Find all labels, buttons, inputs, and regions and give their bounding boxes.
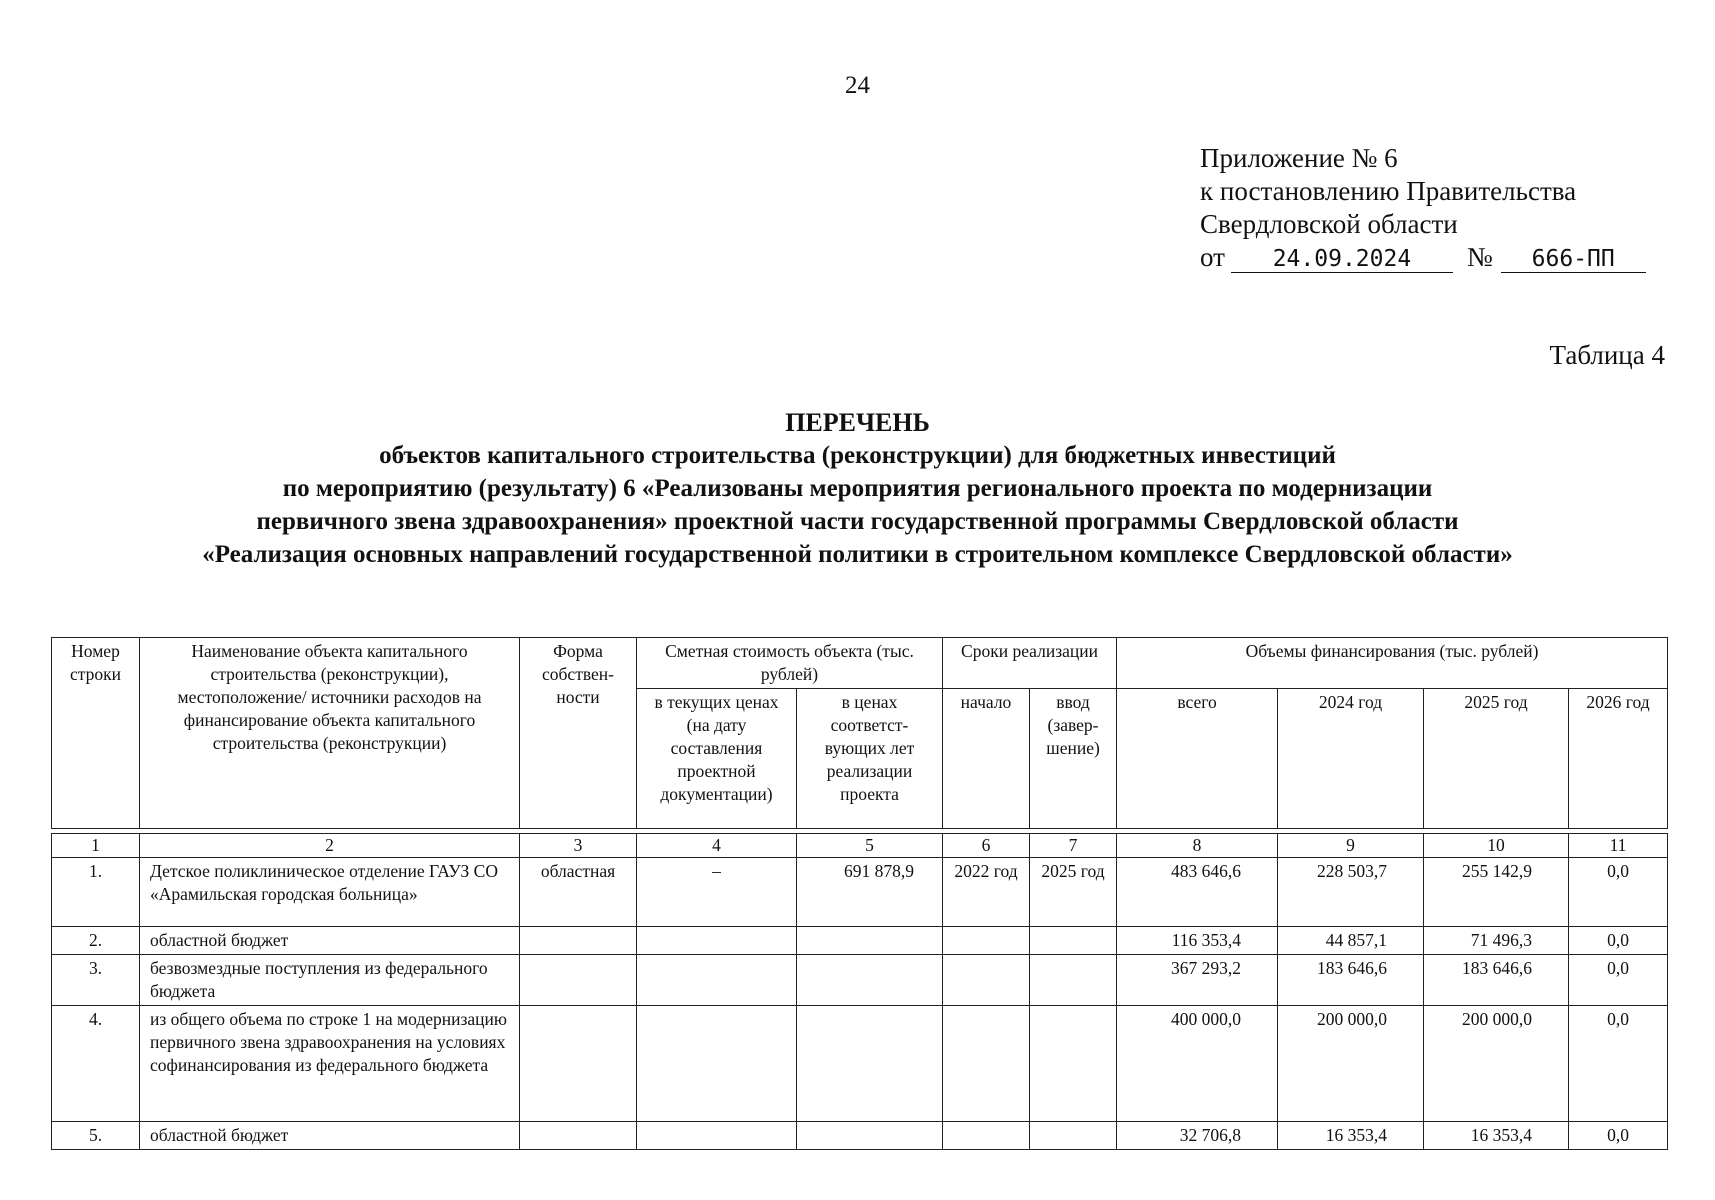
y2026-cell: 0,0 — [1569, 955, 1668, 1006]
row-number: 5. — [52, 1122, 140, 1150]
column-number: 3 — [520, 834, 637, 858]
ownership-cell — [520, 955, 637, 1006]
total-cell: 116 353,4 — [1117, 927, 1278, 955]
column-number: 5 — [797, 834, 943, 858]
column-number: 1 — [52, 834, 140, 858]
finish-cell — [1030, 1006, 1117, 1122]
column-number: 4 — [637, 834, 797, 858]
start-cell: 2022 год — [943, 858, 1030, 927]
row-number: 1. — [52, 858, 140, 927]
ownership-cell — [520, 1006, 637, 1122]
y2026-cell: 0,0 — [1569, 1122, 1668, 1150]
row-number: 3. — [52, 955, 140, 1006]
cost-years-cell — [797, 927, 943, 955]
column-number: 10 — [1424, 834, 1569, 858]
cost-current-cell: – — [637, 858, 797, 927]
resolution-number: 666-ПП — [1501, 246, 1646, 273]
cost-current-cell — [637, 927, 797, 955]
header-2026: 2026 год — [1569, 689, 1668, 829]
object-name: областной бюджет — [140, 1122, 520, 1150]
y2026-cell: 0,0 — [1569, 858, 1668, 927]
cost-current-cell — [637, 955, 797, 1006]
finish-cell — [1030, 1122, 1117, 1150]
appendix-line-3: Свердловской области — [1200, 209, 1458, 239]
row-number: 4. — [52, 1006, 140, 1122]
objects-table — [51, 637, 1668, 1150]
y2024-cell: 16 353,4 — [1278, 1122, 1424, 1150]
table-row — [52, 1122, 1668, 1150]
heading-title: ПЕРЕЧЕНЬ — [785, 408, 930, 437]
header-row-no: Номер строки — [52, 638, 140, 829]
header-name: Наименование объекта капитального строительства (реконструкции), местоположение/ источники расходов на финансирование объекта капитального строительства (реконструкции) — [140, 638, 520, 829]
table-row — [52, 955, 1668, 1006]
object-name: безвозмездные поступления из федерального бюджета — [140, 955, 520, 1006]
y2024-cell: 44 857,1 — [1278, 927, 1424, 955]
resolution-date: 24.09.2024 — [1231, 246, 1453, 273]
cost-years-cell — [797, 1006, 943, 1122]
header-ownership: Форма собствен-ности — [520, 638, 637, 829]
header-terms-group: Сроки реализации — [943, 638, 1117, 689]
finish-cell: 2025 год — [1030, 858, 1117, 927]
object-name: Детское поликлиническое отделение ГАУЗ СО «Арамильская городская больница» — [140, 858, 520, 927]
total-cell: 32 706,8 — [1117, 1122, 1278, 1150]
start-cell — [943, 927, 1030, 955]
header-funding-group: Объемы финансирования (тыс. рублей) — [1117, 638, 1668, 689]
column-number: 6 — [943, 834, 1030, 858]
start-cell — [943, 1006, 1030, 1122]
from-label: от — [1200, 242, 1225, 272]
page-number: 24 — [845, 72, 870, 99]
heading-line-4: «Реализация основных направлений государственной политики в строительном комплексе Свердловской области» — [202, 541, 1513, 568]
header-total: всего — [1117, 689, 1278, 829]
ownership-cell — [520, 1122, 637, 1150]
row-number: 2. — [52, 927, 140, 955]
header-cost-current: в текущих ценах (на дату составления проектной документации) — [637, 689, 797, 829]
y2024-cell: 200 000,0 — [1278, 1006, 1424, 1122]
heading-line-1: объектов капитального строительства (реконструкции) для бюджетных инвестиций — [379, 442, 1336, 469]
number-label: № — [1466, 242, 1493, 272]
table-row — [52, 858, 1668, 927]
cost-current-cell — [637, 1006, 797, 1122]
cost-years-cell — [797, 955, 943, 1006]
column-number: 8 — [1117, 834, 1278, 858]
header-2024: 2024 год — [1278, 689, 1424, 829]
appendix-line-1: Приложение № 6 — [1200, 143, 1398, 173]
y2025-cell: 183 646,6 — [1424, 955, 1569, 1006]
header-finish: ввод (завер-шение) — [1030, 689, 1117, 829]
y2026-cell: 0,0 — [1569, 927, 1668, 955]
y2024-cell: 228 503,7 — [1278, 858, 1424, 927]
appendix-line-2: к постановлению Правительства — [1200, 176, 1577, 206]
finish-cell — [1030, 955, 1117, 1006]
object-name: из общего объема по строке 1 на модернизацию первичного звена здравоохранения на условиях софинансирования из федерального бюджета — [140, 1006, 520, 1122]
heading-line-3: первичного звена здравоохранения» проектной части государственной программы Свердловской области — [256, 508, 1459, 535]
y2025-cell: 255 142,9 — [1424, 858, 1569, 927]
y2025-cell: 16 353,4 — [1424, 1122, 1569, 1150]
y2024-cell: 183 646,6 — [1278, 955, 1424, 1006]
y2026-cell: 0,0 — [1569, 1006, 1668, 1122]
object-name: областной бюджет — [140, 927, 520, 955]
start-cell — [943, 1122, 1030, 1150]
total-cell: 400 000,0 — [1117, 1006, 1278, 1122]
column-number: 7 — [1030, 834, 1117, 858]
cost-years-cell — [797, 1122, 943, 1150]
ownership-cell — [520, 927, 637, 955]
header-cost-group: Сметная стоимость объекта (тыс. рублей) — [637, 638, 943, 689]
y2025-cell: 200 000,0 — [1424, 1006, 1569, 1122]
header-2025: 2025 год — [1424, 689, 1569, 829]
table-row — [52, 927, 1668, 955]
table-label: Таблица 4 — [1549, 340, 1665, 370]
appendix-date-line — [1200, 241, 1646, 274]
appendix-block — [1200, 142, 1646, 274]
total-cell: 367 293,2 — [1117, 955, 1278, 1006]
cost-current-cell — [637, 1122, 797, 1150]
heading-line-2: по мероприятию (результату) 6 «Реализованы мероприятия регионального проекта по модернизации — [282, 475, 1433, 502]
cost-years-cell: 691 878,9 — [797, 858, 943, 927]
ownership-cell: областная — [520, 858, 637, 927]
column-number: 11 — [1569, 834, 1668, 858]
column-number-row — [52, 834, 1668, 858]
header-cost-years: в ценах соответст-вующих лет реализации проекта — [797, 689, 943, 829]
document-heading — [0, 406, 1715, 571]
y2025-cell: 71 496,3 — [1424, 927, 1569, 955]
total-cell: 483 646,6 — [1117, 858, 1278, 927]
finish-cell — [1030, 927, 1117, 955]
header-start: начало — [943, 689, 1030, 829]
table-row — [52, 1006, 1668, 1122]
start-cell — [943, 955, 1030, 1006]
column-number: 9 — [1278, 834, 1424, 858]
column-number: 2 — [140, 834, 520, 858]
